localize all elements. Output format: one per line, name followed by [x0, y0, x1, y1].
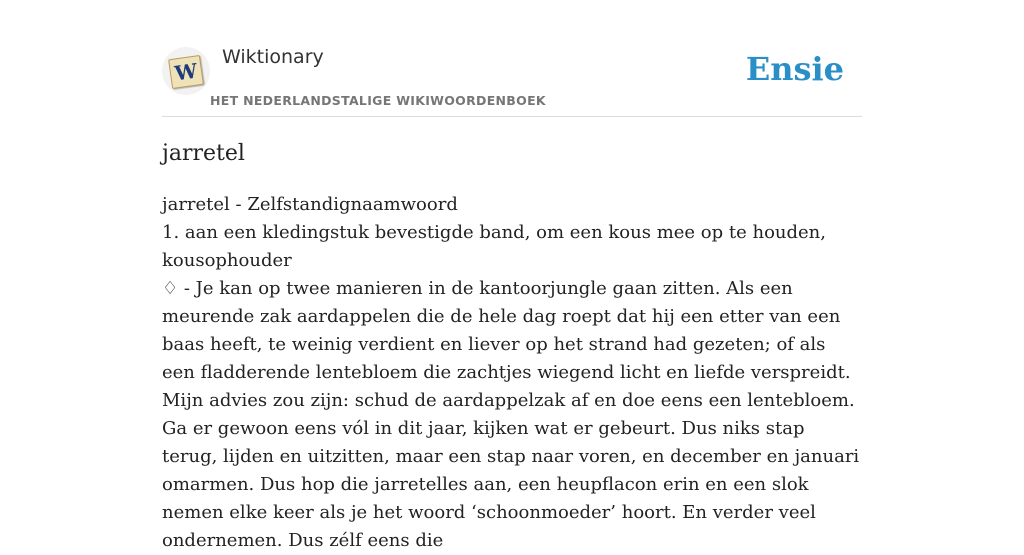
ensie-brand-link[interactable]: Ensie: [745, 50, 844, 88]
example-text: ♢ - Je kan op twee manieren in de kantoorjungle gaan zitten. Als een meurende zak aardappelen die de hele dag roept dat hij een etter van een baas heeft, te weinig verdient en liever op het strand had gezeten; of als een fladderende lentebloem die zachtjes wiegend licht en liefde verspreidt. Mijn advies zou zijn: schud de aardappelzak af en doe eens een lentebloem. Ga er gewoon eens vól in dit jaar, kijken wat er gebeurt. Dus niks stap terug, lijden en uitzitten, maar een stap naar voren, en december en januari omarmen. Dus hop die jarretelles aan, een heupflacon erin en een slok nemen elke keer als je het woord ‘schoonmoeder’ hoort. En verder veel ondernemen. Dus zélf eens die: [162, 278, 860, 551]
definition-entry: [162, 191, 862, 555]
wiktionary-logo[interactable]: [162, 47, 210, 95]
site-name-link[interactable]: Wiktionary: [222, 46, 324, 68]
definition-text: 1. aan een kledingstuk bevestigde band, om een kous mee op te houden, kousophouder: [162, 222, 826, 271]
part-of-speech-line: jarretel - Zelfstandignaamwoord: [162, 194, 458, 215]
site-tagline: HET NEDERLANDSTALIGE WIKIWOORDENBOEK: [210, 93, 546, 108]
logo-letter: W: [173, 58, 199, 86]
logo-tile-icon: [168, 55, 204, 89]
page-title: jarretel: [162, 141, 245, 166]
site-header: [162, 44, 862, 117]
main-content: [162, 136, 862, 555]
